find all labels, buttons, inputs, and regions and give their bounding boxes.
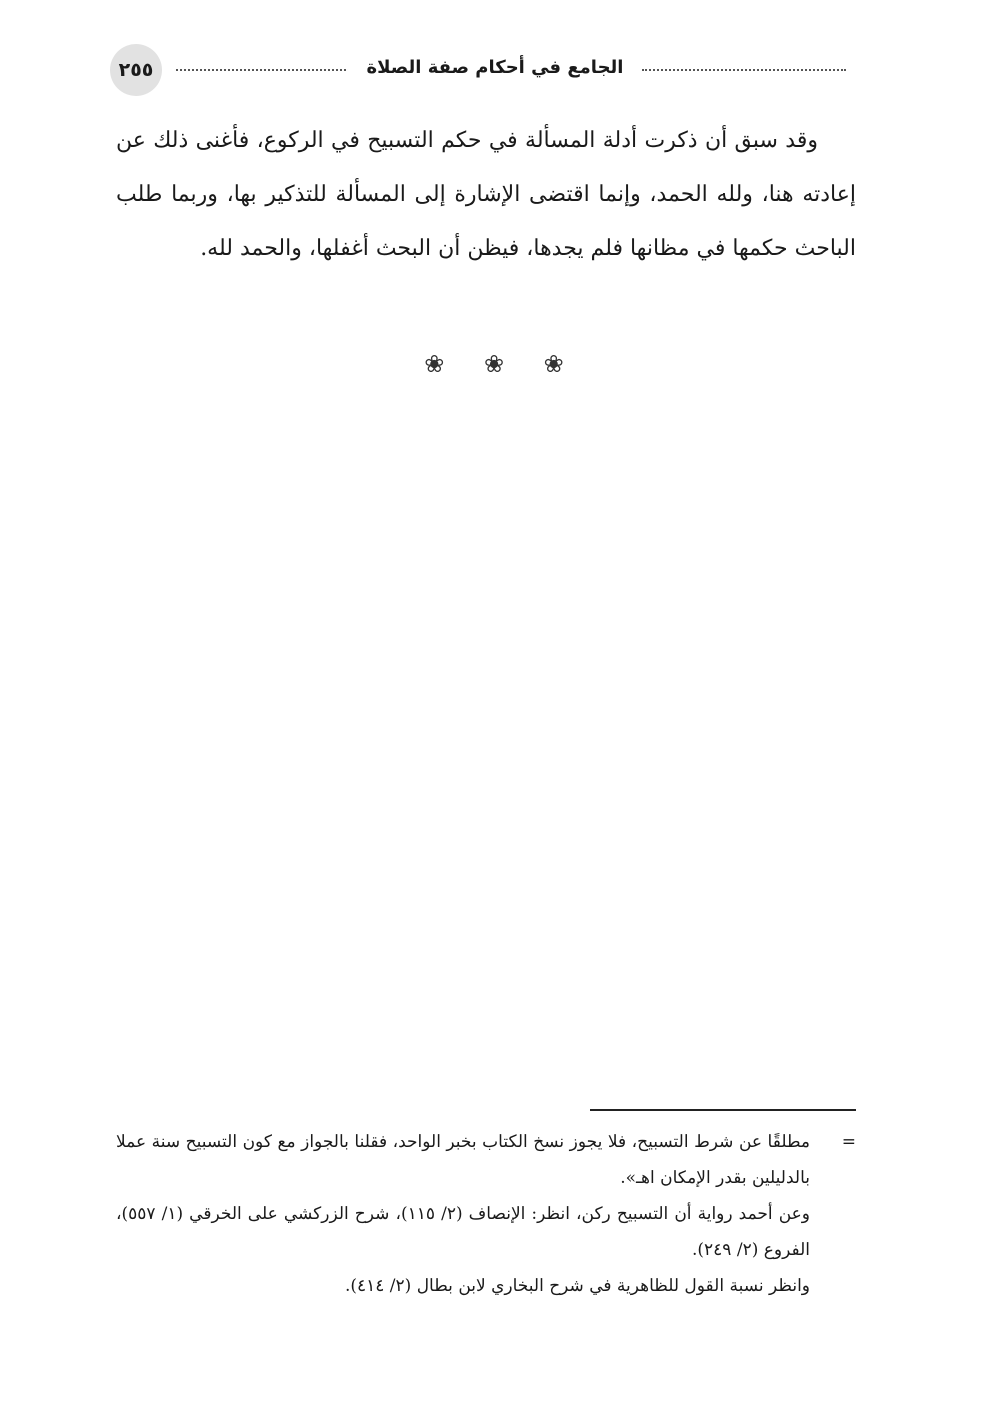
footnote-paragraph [116,1124,858,1196]
footnote-text: وانظر نسبة القول للظاهرية في شرح البخاري لابن بطال (٢/ ٤١٤). [344,1276,810,1296]
footnote-text: وعن أحمد رواية أن التسبيح ركن، انظر: الإنصاف (٢/ ١١٥)، شرح الزركشي على الخرقي (١/ ٥٥٧)، الفروع (٢/ ٢٤٩). [116,1204,811,1260]
footnote-text: مطلقًا عن شرط التسبيح، فلا يجوز نسخ الكتاب بخبر الواحد، فقلنا بالجواز مع كون التسبيح سنة عملا بالدليلين بقدر الإمكان اهـ». [116,1132,810,1188]
footnote-continuation-marker: = [841,1132,856,1152]
footnote-rule [590,1109,856,1111]
footnote-paragraph [116,1268,858,1304]
header-dotted-rule-right [642,69,846,71]
header-dotted-rule-left [176,69,346,71]
section-separator-ornament: ❀ ❀ ❀ [424,350,580,378]
footnote-paragraph [116,1196,858,1268]
footnotes [116,1124,858,1304]
running-header [110,44,846,96]
book-title: الجامع في أحكام صفة الصلاة [366,57,624,78]
page-number: ٢٥٥ [110,44,162,96]
body-paragraph: وقد سبق أن ذكرت أدلة المسألة في حكم التسبيح في الركوع، فأغنى ذلك عن إعادته هنا، ولله الحمد، وإنما اقتضى الإشارة إلى المسألة للتذكير بها، وربما طلب الباحث حكمها في مظانها فلم يجدها، فيظن أن البحث أغفلها، والحمد لله. [116,128,856,261]
